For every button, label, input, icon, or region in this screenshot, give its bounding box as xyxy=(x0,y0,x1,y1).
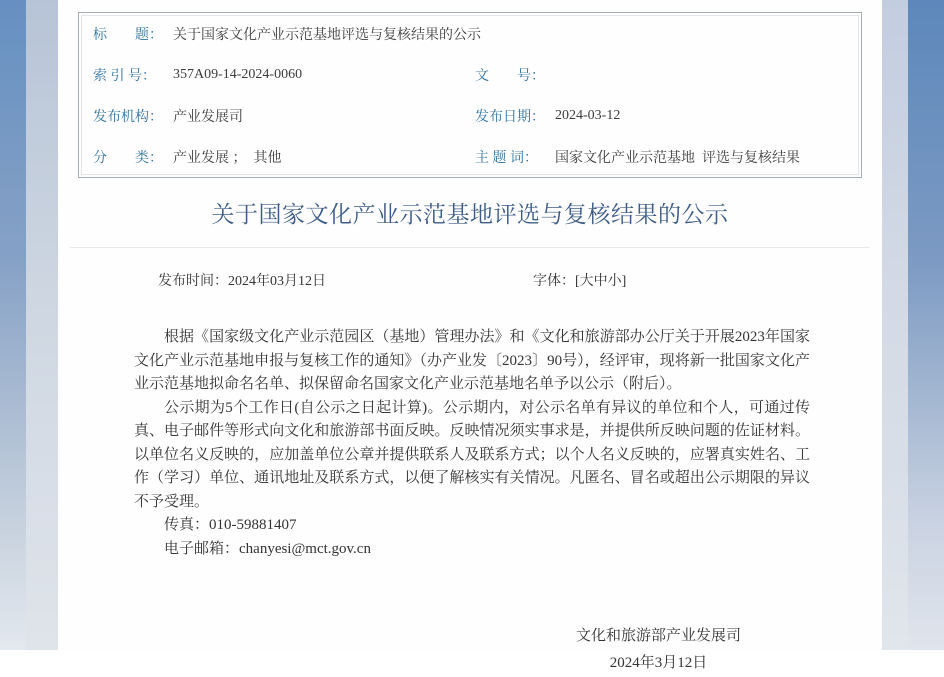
font-size-label: 字体： xyxy=(533,274,575,289)
font-size-bracket-open: [ xyxy=(575,274,580,289)
document-page xyxy=(58,0,882,671)
font-size-small-button[interactable]: 小 xyxy=(607,274,622,289)
meta-pubdate-label: 发布日期： xyxy=(475,109,545,125)
meta-keywords-label: 主 题 词： xyxy=(475,150,538,166)
paragraph: 公示期为5个工作日(自公示之日起计算)。公示期内，对公示名单有异议的单位和个人，可通过传真、电子邮件等形式向文化和旅游部书面反映。反映情况须实事求是，并提供所反映问题的佐证材料。以单位名义反映的，应加盖单位公章并提供联系人及联系方式；以个人名义反映的，应署真实姓名、工作（学习）单位、通讯地址及联系方式，以便了解核实有关情况。凡匿名、冒名或超出公示期限的异议不予受理。 xyxy=(134,399,810,510)
fax-line: 传真：010-59881407 xyxy=(164,517,297,533)
meta-pubdate-value: 2024-03-12 xyxy=(555,107,621,123)
font-size-large-button[interactable]: 大 xyxy=(579,274,594,289)
meta-index-label: 索 引 号： xyxy=(93,68,156,84)
meta-agency-value: 产业发展司 xyxy=(173,109,243,125)
meta-row-index xyxy=(79,54,861,95)
meta-agency-label: 发布机构： xyxy=(93,109,163,125)
font-size-medium-button[interactable]: 中 xyxy=(593,274,608,289)
background-band-left-outer xyxy=(0,0,26,650)
publish-time-label: 发布时间： xyxy=(158,274,228,289)
meta-docnum-value xyxy=(554,54,861,95)
font-size-bracket-close: ] xyxy=(621,274,627,289)
signature-inner xyxy=(576,623,741,677)
meta-category-label: 分 类： xyxy=(93,150,163,166)
title-divider xyxy=(70,247,870,248)
publish-info-row xyxy=(58,270,882,290)
font-size-control xyxy=(533,270,626,290)
publish-time xyxy=(158,270,326,290)
article-title: 关于国家文化产业示范基地评选与复核结果的公示 xyxy=(211,202,729,227)
background-band-right-inner xyxy=(882,0,908,650)
metadata-table-container xyxy=(78,12,862,178)
meta-title-label: 标 题： xyxy=(93,27,163,43)
meta-title-value: 关于国家文化产业示范基地评选与复核结果的公示 xyxy=(173,27,481,43)
signature-date: 2024年3月12日 xyxy=(609,655,708,671)
paragraph: 根据《国家级文化产业示范园区（基地）管理办法》和《文化和旅游部办公厅关于开展2023年国家文化产业示范基地申报与复核工作的通知》（办产业发〔2023〕90号），经评审，现将新一批国家文化产业示范基地拟命名名单、拟保留命名国家文化产业示范基地名单予以公示（附后）。 xyxy=(134,329,810,392)
signer-name: 文化和旅游部产业发展司 xyxy=(575,628,741,644)
signature-block xyxy=(134,623,810,677)
meta-index-value: 357A09-14-2024-0060 xyxy=(173,66,303,82)
email-line: 电子邮箱：chanyesi@mct.gov.cn xyxy=(164,540,371,557)
meta-category-value: 产业发展 ； 其他 xyxy=(173,150,282,166)
metadata-table xyxy=(78,12,862,178)
meta-keywords-value: 国家文化产业示范基地 评选与复核结果 xyxy=(555,150,800,166)
background-band-right-outer xyxy=(908,0,944,650)
meta-row-title xyxy=(79,13,861,54)
meta-row-agency xyxy=(79,95,861,136)
background-band-left-inner xyxy=(26,0,58,650)
publish-time-value: 2024年03月12日 xyxy=(228,274,326,289)
meta-docnum-label: 文 号： xyxy=(475,68,545,84)
meta-row-category xyxy=(79,136,861,177)
article-body xyxy=(134,326,810,677)
